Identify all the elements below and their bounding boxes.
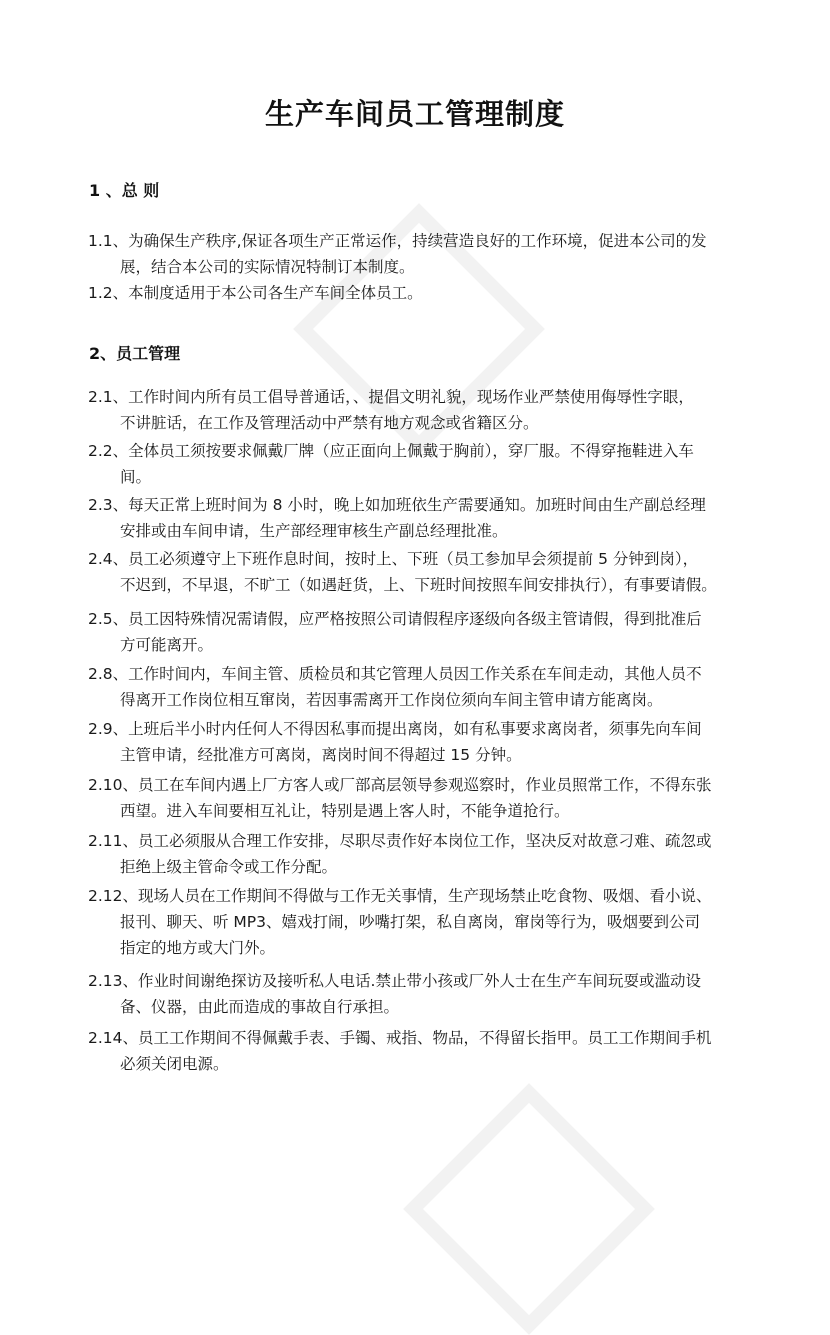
clause-text: 西望。进入车间要相互礼让，特别是遇上客人时，不能争道抢行。 [120, 802, 570, 820]
document-title: 生产车间员工管理制度 [264, 97, 565, 131]
clause-text: 上班后半小时内任何人不得因私事而提出离岗，如有私事要求离岗者，须事先向车间 [128, 720, 702, 738]
clause-text: 不迟到，不早退，不旷工（如遇赶货，上、下班时间按照车间安排执行），有事要请假。 [120, 576, 717, 594]
clause-text: 全体员工须按要求佩戴厂牌（应正面向上佩戴于胸前），穿厂服。不得穿拖鞋进入车 [128, 442, 694, 460]
clause-number: 2.4、 [88, 550, 129, 568]
clause-1-2 [88, 280, 758, 306]
clause-2-12 [88, 883, 758, 961]
clause-number: 2.13、 [88, 972, 139, 990]
clause-text: 员工必须服从合理工作安排，尽职尽责作好本岗位工作，坚决反对故意刁难、疏忽或 [138, 832, 712, 850]
clause-text: 员工在车间内遇上厂方客人或厂部高层领导参观巡察时，作业员照常工作，不得东张 [138, 776, 712, 794]
clause-2-13 [88, 968, 758, 1020]
clause-text: 得离开工作岗位相互窜岗，若因事需离开工作岗位须向车间主管申请方能离岗。 [120, 691, 663, 709]
clause-text: 工作时间内所有员工倡导普通话，、提倡文明礼貌，现场作业严禁使用侮辱性字眼， [128, 388, 694, 406]
clause-text: 工作时间内，车间主管、质检员和其它管理人员因工作关系在车间走动，其他人员不 [128, 665, 702, 683]
clause-number: 2.9、 [88, 720, 129, 738]
clause-2-1 [88, 384, 758, 436]
clause-2-5 [88, 606, 758, 658]
clause-2-14 [88, 1025, 758, 1077]
clause-text: 不讲脏话，在工作及管理活动中严禁有地方观念或省籍区分。 [120, 414, 539, 432]
clause-text: 作业时间谢绝探访及接听私人电话.禁止带小孩或厂外人士在生产车间玩耍或滥动设 [138, 972, 701, 990]
clause-number: 2.14、 [88, 1029, 139, 1047]
clause-text: 备、仪器，由此而造成的事故自行承担。 [120, 998, 400, 1016]
clause-text: 现场人员在工作期间不得做与工作无关事情，生产现场禁止吃食物、吸烟、看小说、 [138, 887, 712, 905]
clause-text: 员工工作期间不得佩戴手表、手镯、戒指、物品，不得留长指甲。员工工作期间手机 [138, 1029, 712, 1047]
clause-number: 2.3、 [88, 496, 129, 514]
clause-number: 2.11、 [88, 832, 139, 850]
clause-text: 员工因特殊情况需请假，应严格按照公司请假程序逐级向各级主管请假，得到批准后 [128, 610, 702, 628]
clause-text: 安排或由车间申请，生产部经理审核生产副总经理批准。 [120, 522, 508, 540]
clause-text: 方可能离开。 [120, 636, 214, 654]
clause-number: 2.8、 [88, 665, 129, 683]
watermark-stamp [403, 1083, 655, 1335]
clause-text: 员工必须遵守上下班作息时间，按时上、下班（员工参加早会须提前 5 分钟到岗）， [128, 550, 699, 568]
clause-text: 拒绝上级主管命令或工作分配。 [120, 858, 338, 876]
clause-text: 间。 [120, 468, 152, 486]
clause-2-3 [88, 492, 758, 544]
clause-2-9 [88, 716, 758, 768]
clause-2-10 [88, 772, 758, 824]
clause-1-1 [88, 228, 758, 280]
clause-number: 1.2、 [88, 284, 129, 302]
clause-2-8 [88, 661, 758, 713]
clause-number: 2.5、 [88, 610, 129, 628]
clause-2-2 [88, 438, 758, 490]
clause-number: 2.2、 [88, 442, 129, 460]
clause-number: 2.10、 [88, 776, 139, 794]
clause-text: 展，结合本公司的实际情况特制订本制度。 [120, 258, 415, 276]
clause-text: 每天正常上班时间为 8 小时，晚上如加班依生产需要通知。加班时间由生产副总经理 [128, 496, 706, 514]
clause-2-4 [88, 546, 758, 598]
clause-2-11 [88, 828, 758, 880]
clause-number: 2.12、 [88, 887, 139, 905]
clause-number: 2.1、 [88, 388, 129, 406]
clause-text: 必须关闭电源。 [120, 1055, 229, 1073]
clause-number: 1.1、 [88, 232, 129, 250]
clause-text: 本制度适用于本公司各生产车间全体员工。 [128, 284, 423, 302]
clause-text: 报刊、聊天、听 MP3、嬉戏打闹，吵嘴打架，私自离岗，窜岗等行为，吸烟要到公司 [120, 913, 701, 931]
clause-text: 为确保生产秩序,保证各项生产正常运作，持续营造良好的工作环境，促进本公司的发 [128, 232, 707, 250]
clause-text: 指定的地方或大门外。 [120, 939, 276, 957]
section-heading: 2、员工管理 [89, 344, 181, 363]
section-heading: 1 、总 则 [89, 181, 160, 200]
clause-text: 主管申请，经批准方可离岗，离岗时间不得超过 15 分钟。 [120, 746, 522, 764]
